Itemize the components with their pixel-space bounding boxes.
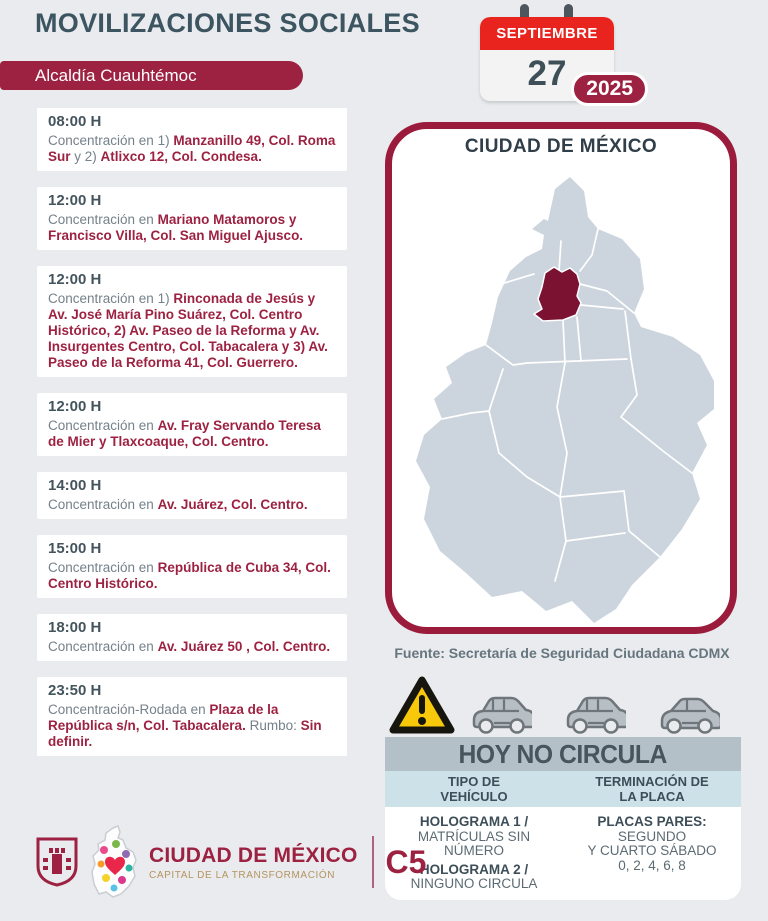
hologram1-text: MATRÍCULAS SIN xyxy=(417,828,531,844)
event-card xyxy=(37,614,347,661)
map-source-caption: Fuente: Secretaría de Seguridad Ciudadana CDMX xyxy=(394,645,730,661)
hologram1-label: HOLOGRAMA 1 / xyxy=(419,814,529,829)
event-time: 18:00 H xyxy=(48,619,102,636)
event-card xyxy=(37,393,347,456)
event-description: Concentración en 1) Rinconada de Jesús y Av. José María Pino Suárez, Col. Centro Histórico, 2) Av. Paseo de la Reforma y Av. Insurgentes Centro, Col. Tabacalera y 3) Av. Paseo de la Reforma 41, Col. Guerrero. xyxy=(48,291,328,370)
event-description: Concentración en Mariano Matamoros y Francisco Villa, Col. San Miguel Ajusco. xyxy=(48,212,304,243)
cdmx-map-panel xyxy=(385,122,737,634)
header-line: TIPO DE xyxy=(447,774,500,789)
car-icon xyxy=(468,694,532,734)
c5-logo: C5 xyxy=(385,843,427,880)
event-description: Concentración-Rodada en Plaza de la República s/n, Col. Tabacalera. Rumbo: Sin definir. xyxy=(48,702,322,749)
cdmx-colorful-map-logo xyxy=(89,824,141,900)
car-icon xyxy=(656,694,720,734)
calendar-month: SEPTIEMBRE xyxy=(480,17,614,50)
plates-text: Y CUARTO SÁBADO xyxy=(587,843,717,858)
warning-icon xyxy=(388,674,456,738)
event-time: 12:00 H xyxy=(48,271,102,288)
event-card xyxy=(37,677,347,756)
event-description: Concentración en Av. Fray Servando Teresa de Mier y Tlaxcoaque, Col. Centro. xyxy=(48,418,321,449)
hoy-no-circula-band xyxy=(385,737,741,771)
plate-ending-cell xyxy=(563,815,741,900)
city-silhouette xyxy=(416,177,714,623)
cdmx-shield-logo xyxy=(35,836,79,888)
footer xyxy=(35,822,426,902)
plates-numbers: 0, 2, 4, 6, 8 xyxy=(618,857,686,873)
alcaldia-badge: Alcaldía Cuauhtémoc xyxy=(0,61,303,90)
header-line: LA PLACA xyxy=(619,789,685,804)
car-icon xyxy=(562,694,626,734)
map-title: CIUDAD DE MÉXICO xyxy=(464,136,658,157)
hnc-details-card xyxy=(385,807,741,900)
event-card xyxy=(37,187,347,250)
page-title: MOVILIZACIONES SOCIALES xyxy=(35,8,420,38)
calendar-icon xyxy=(480,4,633,104)
event-time: 15:00 H xyxy=(48,540,102,557)
hnc-column-headers xyxy=(385,771,741,807)
hoy-no-circula-title: HOY NO CIRCULA xyxy=(458,738,668,769)
plates-label: PLACAS PARES: xyxy=(597,814,707,829)
header-line: VEHÍCULO xyxy=(440,789,508,804)
header-line: TERMINACIÓN DE xyxy=(595,774,709,789)
hologram2-label: HOLOGRAMA 2 / xyxy=(419,861,529,877)
plate-ending-header xyxy=(563,771,741,807)
event-time: 23:50 H xyxy=(48,682,102,699)
footer-brand: CIUDAD DE MÉXICO xyxy=(149,843,358,867)
event-time: 08:00 H xyxy=(48,113,102,130)
event-card xyxy=(37,266,347,377)
event-card xyxy=(37,108,347,171)
hologram2-text: NINGUNO CIRCULA xyxy=(410,876,538,891)
event-description: Concentración en Av. Juárez, Col. Centro. xyxy=(48,497,308,512)
event-time: 12:00 H xyxy=(48,398,102,415)
hologram1-text: NÚMERO xyxy=(444,843,504,858)
event-description: Concentración en 1) Manzanillo 49, Col. Roma Sur y 2) Atlixco 12, Col. Condesa. xyxy=(48,133,336,164)
event-card xyxy=(37,535,347,598)
event-description: Concentración en República de Cuba 34, Col. Centro Histórico. xyxy=(48,560,331,591)
calendar-day: 27 xyxy=(527,54,567,93)
vehicle-type-header xyxy=(385,771,563,807)
event-time: 12:00 H xyxy=(48,192,102,209)
plates-text: SEGUNDO xyxy=(617,828,687,844)
footer-brand-subtitle: CAPITAL DE LA TRANSFORMACIÓN xyxy=(149,869,336,881)
events-list xyxy=(37,108,347,756)
footer-divider xyxy=(372,836,374,888)
event-time: 14:00 H xyxy=(48,477,102,494)
calendar-year-pill: 2025 xyxy=(571,72,648,106)
event-description: Concentración en Av. Juárez 50 , Col. Centro. xyxy=(48,639,331,654)
event-card xyxy=(37,472,347,519)
cdmx-map xyxy=(393,163,729,625)
cars-row xyxy=(468,694,720,734)
